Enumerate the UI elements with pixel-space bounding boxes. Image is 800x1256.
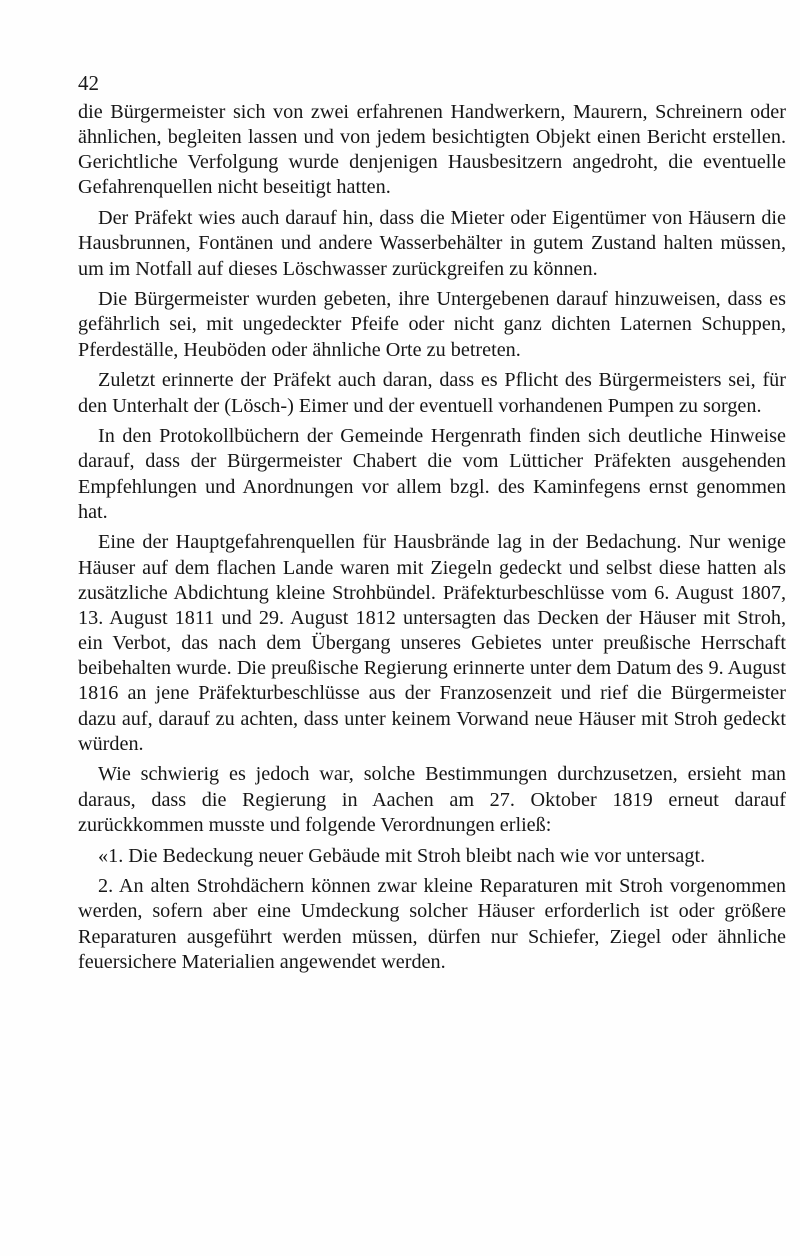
paragraph-3: Die Bürgermeister wurden gebeten, ihre Untergebenen darauf hinzuweisen, dass es gefährlich sei, mit ungedeckter Pfeife oder nicht ganz dichten Laternen Schuppen, Pferdeställe, Heuböden oder ähnliche Orte zu betreten. [78, 288, 786, 361]
paragraph-5: In den Protokollbüchern der Gemeinde Hergenrath finden sich deutliche Hinweise darauf, dass der Bürgermeister Chabert die vom Lütticher Präfekten ausgehenden Empfehlungen und Anordnungen vor allem bzgl. des Kaminfegens ernst genommen hat. [78, 425, 786, 523]
paragraph-4: Zuletzt erinnerte der Präfekt auch daran, dass es Pflicht des Bürgermeisters sei, für den Unterhalt der (Lösch-) Eimer und der eventuell vorhandenen Pumpen zu sorgen. [78, 369, 786, 417]
paragraph-8: «1. Die Bedeckung neuer Gebäude mit Stroh bleibt nach wie vor untersagt. [98, 844, 706, 867]
page-number: 42 [78, 71, 99, 95]
paragraph-7: Wie schwierig es jedoch war, solche Bestimmungen durchzusetzen, ersieht man daraus, dass die Regierung in Aachen am 27. Oktober 1819 erneut darauf zurückkommen musste und folgende Verordnungen erließ: [78, 763, 786, 836]
paragraph-2: Der Präfekt wies auch darauf hin, dass die Mieter oder Eigentümer von Häusern die Hausbrunnen, Fontänen und andere Wasserbehälter in gutem Zustand halten müssen, um im Notfall auf dieses Löschwasser zurückgreifen zu können. [78, 207, 786, 280]
paragraph-6: Eine der Hauptgefahrenquellen für Hausbrände lag in der Bedachung. Nur wenige Häuser auf dem flachen Lande waren mit Ziegeln gedeckt und selbst diese hatten als zusätzliche Abdichtung kleine Strohbündel. Präfekturbeschlüsse vom 6. August 1807, 13. August 1811 und 29. August 1812 untersagten das Decken der Häuser mit Stroh, ein Verbot, das nach dem Übergang unseres Gebietes unter preußische Herrschaft beibehalten wurde. Die preußische Regierung erinnerte unter dem Datum des 9. August 1816 an jene Präfekturbeschlüsse aus der Franzosenzeit und rief die Bürgermeister dazu auf, darauf zu achten, dass unter keinem Vorwand neue Häuser mit Stroh gedeckt würden. [78, 531, 786, 755]
paragraph-1: die Bürgermeister sich von zwei erfahrenen Handwerkern, Maurern, Schreinern oder ähnlichen, begleiten lassen und von jedem besichtigten Objekt einen Bericht erstellen. Gerichtliche Verfolgung wurde denjenigen Hausbesitzern angedroht, die eventuelle Gefahrenquellen nicht beseitigt hatten. [78, 101, 786, 199]
body-text [78, 100, 786, 981]
paragraph-9: 2. An alten Strohdächern können zwar kleine Reparaturen mit Stroh vorgenommen werden, sofern aber eine Umdeckung solcher Häuser erforderlich ist oder größere Reparaturen ausgeführt werden müssen, dürfen nur Schiefer, Ziegel oder ähnliche feuersichere Materialien angewendet werden. [78, 875, 786, 973]
